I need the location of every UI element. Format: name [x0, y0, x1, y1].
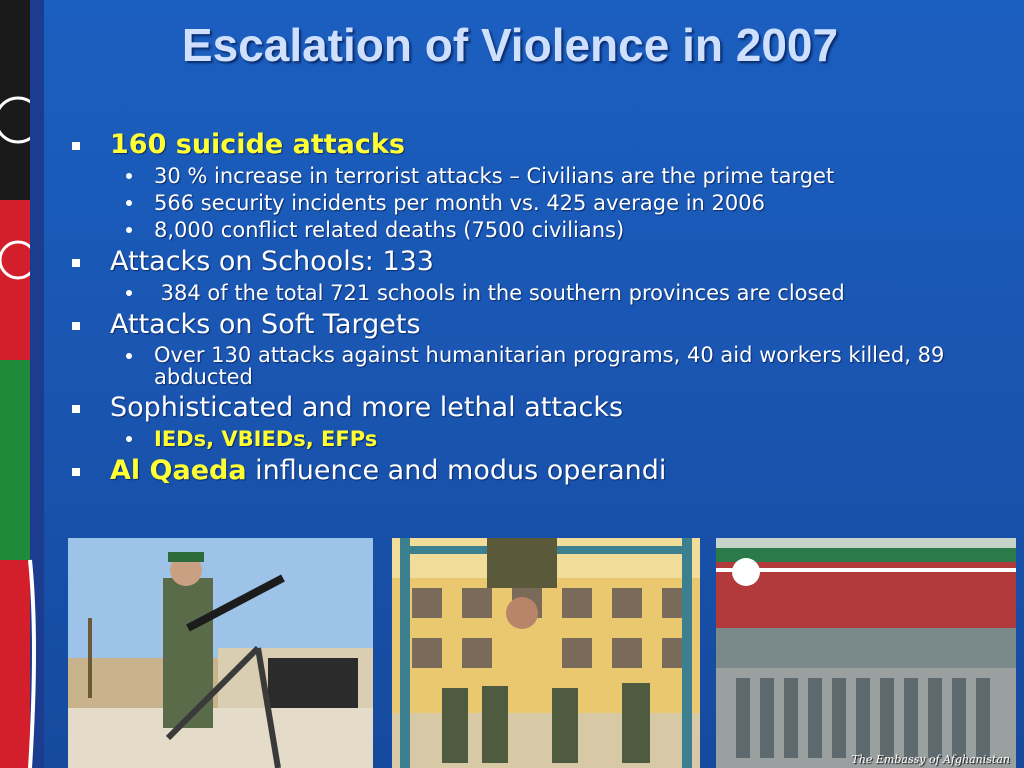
bullet-list [70, 128, 990, 488]
sub-bullet-text: 384 of the total 721 schools in the southern provinces are closed [154, 281, 845, 305]
dot-bullet-icon [126, 353, 132, 359]
photo-strip [68, 538, 1018, 768]
dot-bullet-icon [126, 290, 132, 296]
sub-bullet-item [70, 427, 990, 451]
dot-bullet-icon [126, 173, 132, 179]
bullet-highlight: 160 suicide attacks [110, 129, 405, 160]
dot-bullet-icon [126, 436, 132, 442]
sub-bullet-highlight: IEDs, VBIEDs, EFPs [154, 427, 378, 451]
sub-bullet-item [70, 164, 990, 188]
square-bullet-icon [72, 468, 80, 476]
bullet-text: Attacks on Schools: 133 [110, 246, 434, 277]
square-bullet-icon [72, 322, 80, 330]
bullet-item [70, 454, 990, 488]
square-bullet-icon [72, 259, 80, 267]
sub-bullet-item [70, 344, 990, 388]
photo-training-building [392, 538, 700, 768]
photo-military-parade [716, 538, 1016, 768]
bullet-text: influence and modus operandi [246, 455, 667, 486]
sub-bullet-item [70, 191, 990, 215]
sub-bullet-item [70, 218, 990, 242]
flag-decoration [0, 0, 44, 768]
bullet-item [70, 245, 990, 279]
bullet-item [70, 128, 990, 162]
sub-bullet-item [70, 281, 990, 305]
bullet-item [70, 391, 990, 425]
photo-caption: The Embassy of Afghanistan [851, 753, 1010, 766]
dot-bullet-icon [126, 227, 132, 233]
square-bullet-icon [72, 142, 80, 150]
bullet-text: Attacks on Soft Targets [110, 309, 421, 340]
sub-bullet-text: Over 130 attacks against humanitarian programs, 40 aid workers killed, 89 abducted [154, 343, 945, 389]
dot-bullet-icon [126, 200, 132, 206]
sub-bullet-text: 8,000 conflict related deaths (7500 civilians) [154, 218, 625, 242]
square-bullet-icon [72, 405, 80, 413]
sub-bullet-text: 566 security incidents per month vs. 425 average in 2006 [154, 191, 765, 215]
bullet-item [70, 308, 990, 342]
bullet-highlight: Al Qaeda [110, 455, 247, 486]
photo-soldier-machine-gun [68, 538, 373, 768]
sub-bullet-text: 30 % increase in terrorist attacks – Civilians are the prime target [154, 164, 835, 188]
bullet-text: Sophisticated and more lethal attacks [110, 392, 624, 423]
page-title: Escalation of Violence in 2007 [181, 19, 839, 71]
